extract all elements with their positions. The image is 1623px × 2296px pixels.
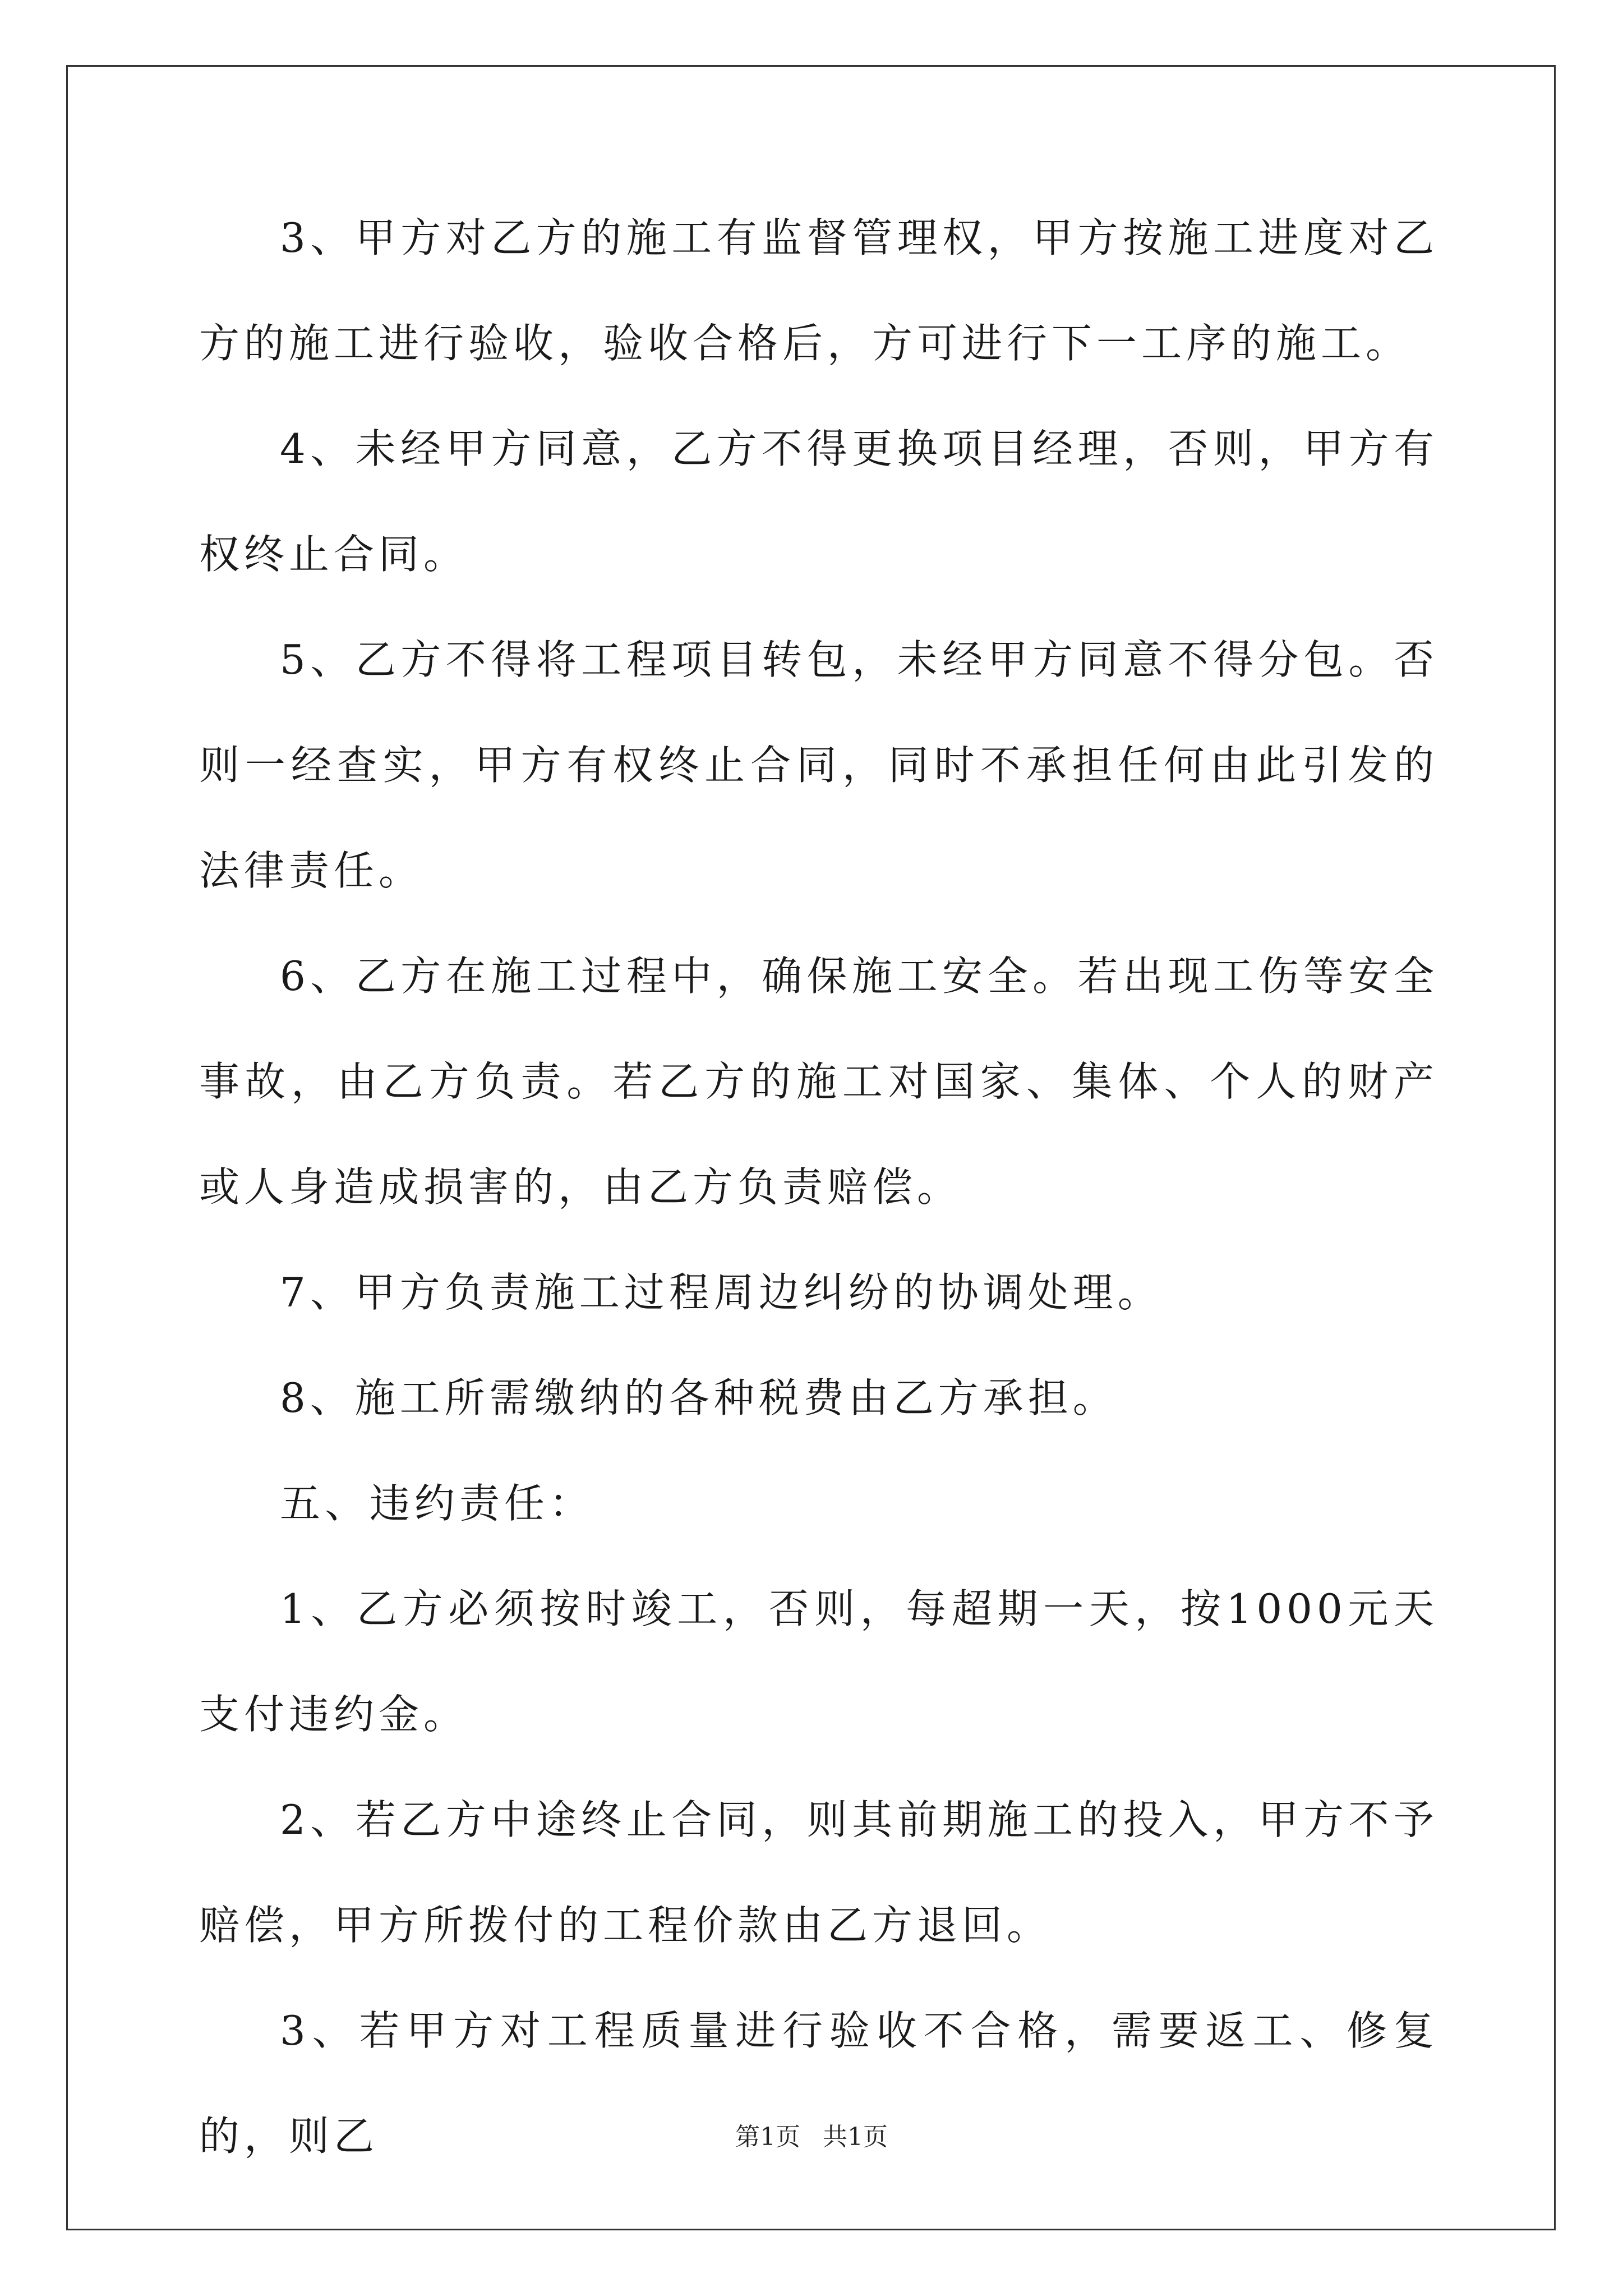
page-number-current: 第1页 bbox=[735, 2123, 800, 2151]
document-body bbox=[199, 185, 1438, 2189]
paragraph-safety: 6、乙方在施工过程中，确保施工安全。若出现工伤等安全事故，由乙方负责。若乙方的施工对国家、集体、个人的财产或人身造成损害的，由乙方负责赔偿。 bbox=[199, 953, 1438, 1211]
paragraph-quality-rework: 3、若甲方对工程质量进行验收不合格，需要返工、修复的，则乙 bbox=[199, 2007, 1438, 2160]
paragraph-taxes: 8、施工所需缴纳的各种税费由乙方承担。 bbox=[280, 1374, 1118, 1421]
paragraph-subcontract: 5、乙方不得将工程项目转包，未经甲方同意不得分包。否则一经查实，甲方有权终止合同，同时不承担任何由此引发的法律责任。 bbox=[199, 636, 1438, 894]
paragraph-delay-penalty: 1、乙方必须按时竣工，否则，每超期一天，按1000元天支付违约金。 bbox=[199, 1585, 1438, 1738]
paragraph-project-manager: 4、未经甲方同意，乙方不得更换项目经理，否则，甲方有权终止合同。 bbox=[199, 425, 1438, 578]
page-footer bbox=[0, 2120, 1623, 2154]
section-heading-liability: 五、违约责任： bbox=[280, 1480, 594, 1527]
paragraph-supervision: 3、甲方对乙方的施工有监督管理权，甲方按施工进度对乙方的施工进行验收，验收合格后，方可进行下一工序的施工。 bbox=[199, 214, 1438, 367]
paragraph-termination: 2、若乙方中途终止合同，则其前期施工的投入，甲方不予赔偿，甲方所拨付的工程价款由乙方退回。 bbox=[199, 1796, 1438, 1949]
paragraph-disputes: 7、甲方负责施工过程周边纠纷的协调处理。 bbox=[280, 1269, 1163, 1316]
page-number-total: 共1页 bbox=[823, 2123, 888, 2151]
